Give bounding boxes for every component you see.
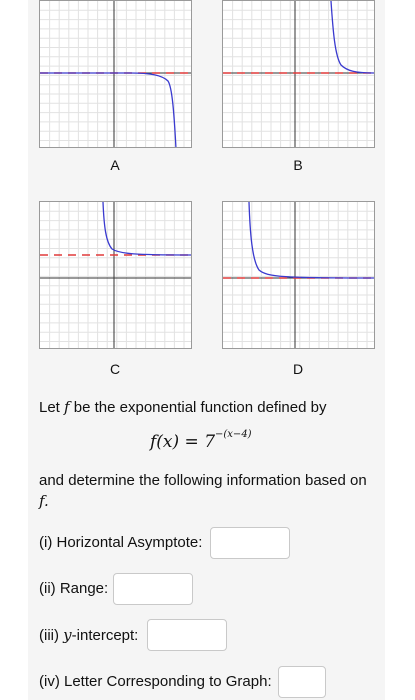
- intro-let: Let: [39, 399, 60, 416]
- horizontal-asymptote-input[interactable]: [210, 527, 290, 559]
- graph-c-plot: [40, 202, 192, 349]
- q3-prefix: (iii): [39, 627, 59, 644]
- graph-a-label: A: [110, 157, 120, 173]
- intro-function-name: f: [64, 398, 70, 416]
- question-horizontal-asymptote: (i) Horizontal Asymptote:: [39, 534, 203, 551]
- question-graph-letter: (iv) Letter Corresponding to Graph:: [39, 673, 272, 690]
- graph-d: [222, 201, 375, 349]
- graph-a: [39, 0, 192, 148]
- graph-d-label: D: [292, 361, 304, 377]
- graph-b-label: B: [293, 157, 303, 173]
- graph-letter-input[interactable]: [278, 666, 326, 698]
- intro-text: [39, 397, 326, 418]
- range-input[interactable]: [113, 573, 193, 605]
- question-range: (ii) Range:: [39, 580, 109, 597]
- question-y-intercept: [39, 626, 138, 644]
- q3-var: y: [63, 626, 72, 644]
- q3-suffix: -intercept:: [71, 627, 139, 644]
- graph-d-plot: [223, 202, 375, 349]
- formula-lhs: f(x) = 7: [150, 432, 216, 452]
- formula-exponent: −(x−4): [215, 429, 252, 441]
- follow-text: [39, 471, 379, 512]
- graph-c: [39, 201, 192, 349]
- graph-a-plot: [40, 1, 192, 148]
- follow-var: f.: [39, 492, 49, 510]
- function-formula: [150, 429, 252, 452]
- graph-c-label: C: [109, 361, 121, 377]
- y-intercept-input[interactable]: [147, 619, 227, 651]
- intro-rest: be the exponential function defined by: [73, 399, 327, 416]
- graph-b: [222, 0, 375, 148]
- graph-b-plot: [223, 1, 375, 148]
- follow-main: and determine the following information based on: [39, 472, 367, 489]
